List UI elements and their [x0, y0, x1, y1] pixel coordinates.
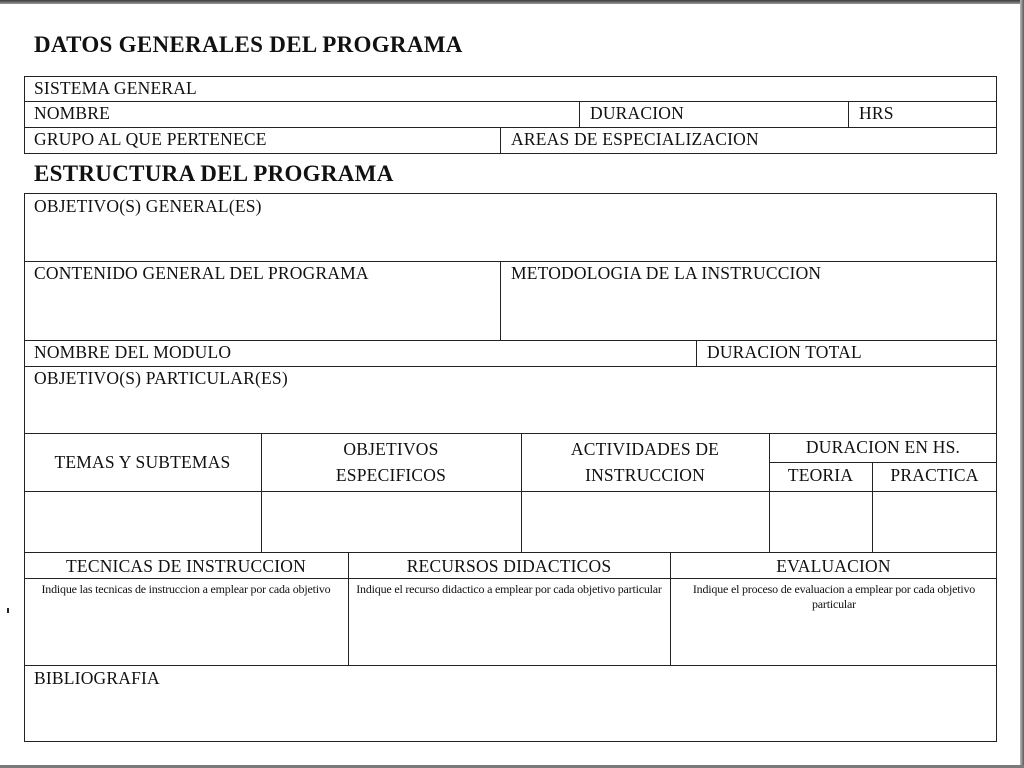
evaluacion-header: EVALUACION	[776, 556, 891, 576]
datos-generales-heading: DATOS GENERALES DEL PROGRAMA	[34, 32, 463, 57]
divider	[24, 665, 997, 666]
tecnicas-instruccion-header: TECNICAS DE INSTRUCCION	[66, 556, 306, 576]
contenido-general-field[interactable]: CONTENIDO GENERAL DEL PROGRAMA	[34, 263, 369, 283]
divider	[521, 433, 522, 552]
areas-especializacion-field[interactable]: AREAS DE ESPECIALIZACION	[511, 129, 759, 149]
teoria-header: TEORIA	[787, 465, 854, 485]
divider	[24, 340, 997, 341]
nombre-modulo-field[interactable]: NOMBRE DEL MODULO	[34, 342, 232, 362]
practica-header: PRACTICA	[890, 465, 979, 485]
sistema-general-field[interactable]: SISTEMA GENERAL	[34, 78, 197, 98]
divider	[24, 101, 997, 102]
recursos-didacticos-header: RECURSOS DIDACTICOS	[406, 556, 612, 576]
duracion-field[interactable]: DURACION	[590, 103, 684, 123]
divider	[24, 261, 997, 262]
window-top-border	[0, 0, 1024, 4]
bibliografia-field[interactable]: BIBLIOGRAFIA	[34, 668, 160, 688]
objetivos-generales-field[interactable]: OBJETIVO(S) GENERAL(ES)	[34, 196, 262, 216]
evaluacion-hint: Indique el proceso de evaluacion a emplear por cada objetivo particular	[692, 582, 976, 611]
grupo-field[interactable]: GRUPO AL QUE PERTENECE	[34, 129, 267, 149]
divider	[24, 127, 997, 128]
stray-mark	[7, 608, 9, 613]
duracion-total-field[interactable]: DURACION TOTAL	[707, 342, 862, 362]
actividades-instruccion-header: ACTIVIDADES DE INSTRUCCION	[570, 439, 720, 485]
window-right-border	[1020, 0, 1024, 768]
temas-subtemas-header: TEMAS Y SUBTEMAS	[54, 452, 231, 472]
metodologia-field[interactable]: METODOLOGIA DE LA INSTRUCCION	[511, 263, 822, 283]
recursos-hint: Indique el recurso didactico a emplear por cada objetivo particular	[356, 582, 662, 596]
nombre-field[interactable]: NOMBRE	[34, 103, 111, 123]
tecnicas-hint: Indique las tecnicas de instruccion a emplear por cada objetivo	[41, 582, 331, 596]
objetivos-especificos-header: OBJETIVOS ESPECIFICOS	[335, 439, 447, 485]
estructura-heading: ESTRUCTURA DEL PROGRAMA	[34, 161, 394, 186]
divider	[24, 366, 997, 367]
objetivos-particulares-field[interactable]: OBJETIVO(S) PARTICULAR(ES)	[34, 368, 288, 388]
divider	[261, 433, 262, 552]
hrs-field[interactable]: HRS	[859, 103, 894, 123]
divider	[24, 491, 997, 492]
duracion-hs-header: DURACION EN HS.	[805, 437, 961, 457]
